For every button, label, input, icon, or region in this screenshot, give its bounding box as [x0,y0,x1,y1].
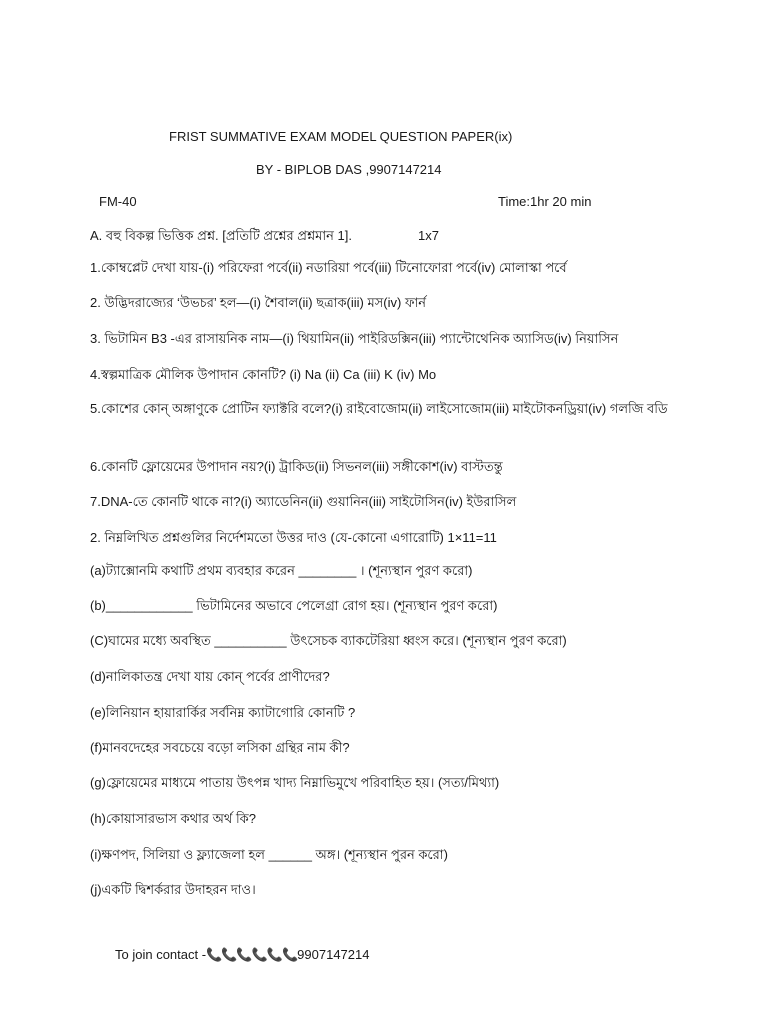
phone-icon: 📞📞📞📞📞📞 [206,947,298,962]
section-a-marks: 1x7 [418,228,439,243]
question-item: (j)একটি দ্বিশর্করার উদাহরন দাও। [90,882,256,897]
contact-phone: 9907147214 [297,947,370,962]
question-item: (a)ট্যাক্সোনমি কথাটি প্রথম ব্যবহার করেন ________ । (শূন্যস্থান পুরণ করো) [90,563,473,578]
question-item: 6.কোনটি ফ্লোয়েমের উপাদান নয়?(i) ট্রাকিড(ii) সিভনল(iii) সঙ্গীকোশ(iv) বাস্টতন্তু [90,459,503,474]
question-item: 1.কোম্বপ্লেট দেখা যায়-(i) পরিফেরা পর্বে(ii) নডারিয়া পর্বে(iii) টিনোফোরা পর্বে(iv) মোলাস্কা পর্বে [90,260,567,275]
question-item: 7.DNA-তে কোনটি থাকে না?(i) অ্যাডেনিন(ii) গুয়ানিন(iii) সাইটোসিন(iv) ইউরাসিল [90,494,517,509]
time-allowed: Time:1hr 20 min [498,194,592,209]
question-item: (f)মানবদেহের সবচেয়ে বড়ো লসিকা গ্রন্থির নাম কী? [90,740,350,755]
contact-label: To join contact - [115,947,207,962]
question-item: (h)কোয়াসারভাস কথার অর্থ কি? [90,811,256,826]
question-item: (b)____________ ভিটামিনের অভাবে পেলেগ্রা রোগ হয়। (শূন্যস্থান পুরণ করো) [90,598,498,613]
paper-author: BY - BIPLOB DAS ,9907147214 [256,162,442,177]
question-item: (C)ঘামের মধ্যে অবস্থিত __________ উৎসেচক ব্যাকটেরিয়া ধ্বংস করে। (শূন্যস্থান পুরণ করো) [90,633,567,648]
question-item: 2. উদ্ভিদরাজ্যের ‘উভচর’ হল—(i) শৈবাল(ii) ছত্রাক(iii) মস(iv) ফার্ন [90,295,426,310]
section-b-heading: 2. নিম্নলিখিত প্রশ্নগুলির নির্দেশমতো উত্তর দাও (যে-কোনো এগারোটি) 1×11=11 [90,530,497,545]
footer-contact [115,946,369,963]
question-item: 4.স্বল্পমাত্রিক মৌলিক উপাদান কোনটি? (i) Na (ii) Ca (iii) K (iv) Mo [90,367,437,382]
question-item: (d)নালিকাতন্ত্র দেখা যায় কোন্ পর্বের প্রাণীদের? [90,669,330,684]
question-item: (i)ক্ষণপদ, সিলিয়া ও ফ্ল্যাজেলা হল ______ অঙ্গ। (শূন্যস্থান পুরন করো) [90,847,448,862]
question-item: (g)ফ্লোয়েমের মাধ্যমে পাতায় উৎপন্ন খাদ্য নিম্নাভিমুখে পরিবাহিত হয়। (সত্য/মিথ্যা) [90,775,500,790]
question-item: 5.কোশের কোন্ অঙ্গাণুকে প্রোটিন ফ্যাক্টরি বলে?(i) রাইবোজোম(ii) লাইসোজোম(iii) মাইটোকনড্রিয়া(iv) গলজি বডি [90,401,668,416]
full-marks: FM-40 [99,194,137,209]
question-item: (e)লিনিয়ান হায়ারার্কির সর্বনিম্ন ক্যাটাগোরি কোনটি ? [90,705,356,720]
paper-title: FRIST SUMMATIVE EXAM MODEL QUESTION PAPER(ix) [169,129,513,144]
question-item: 3. ভিটামিন B3 -এর রাসায়নিক নাম—(i) থিয়ামিন(ii) পাইরিডক্সিন(iii) প্যান্টোথেনিক অ্যাসিড(iv) নিয়াসিন [90,331,619,346]
section-a-heading: A. বহু বিকল্প ভিত্তিক প্রশ্ন. [প্রতিটি প্রশ্নের প্রশ্নমান 1]. [90,228,352,243]
